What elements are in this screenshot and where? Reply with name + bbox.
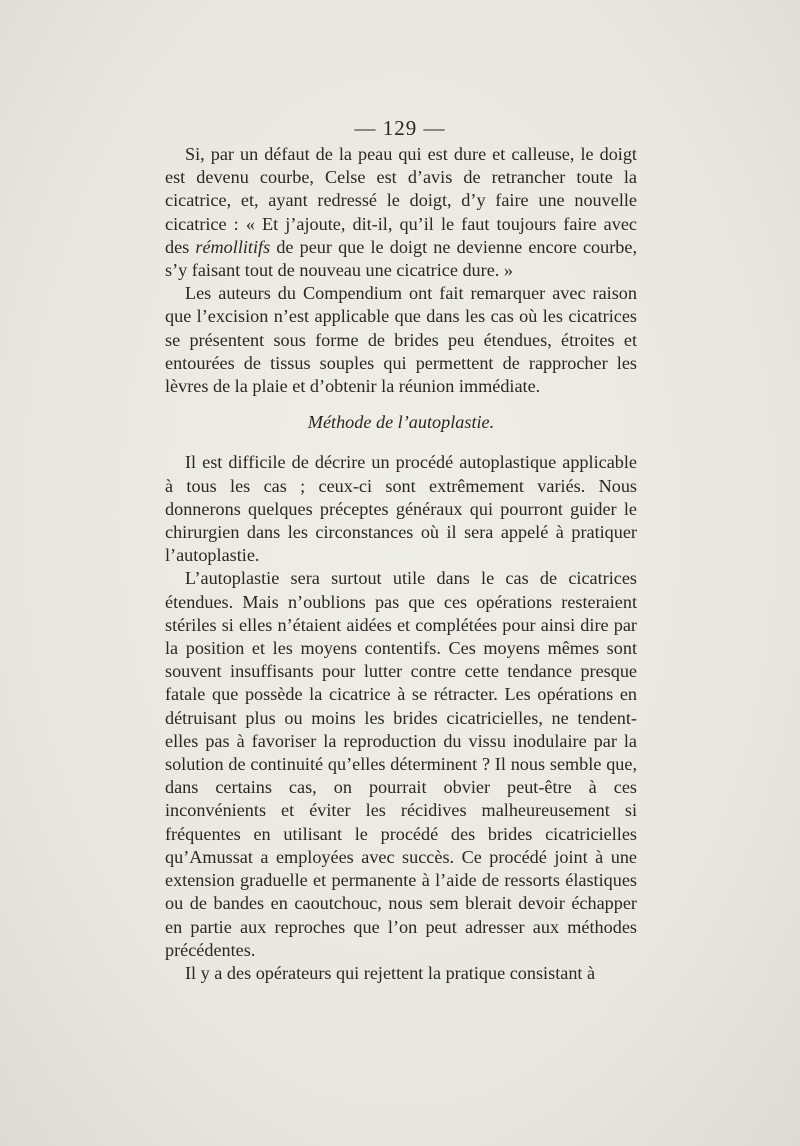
body-text: [165, 143, 637, 985]
section-heading: Méthode de l’autoplastie.: [307, 412, 495, 433]
paragraph-operateurs: Il y a des opérateurs qui rejettent la pratique consistant à: [185, 962, 596, 983]
paragraph-autoplastie: L’autoplastie sera surtout utile dans le cas de cicatrices étendues. Mais n’oublions pas que ces opérations resteraient stériles si elles n’étaient aidées et complétées pour ainsi dire par la position et les moyens contentifs. Ces moyens mêmes sont souvent insuffisants pour lutter contre cette tendance presque fatale que possède la cicatrice à se rétracter. Les opérations en détruisant plus ou moins les brides cicatricielles, ne tendent-elles pas à favoriser la reproduction du vissu inodulaire par la solution de continuité qu’elles déterminent ? Il nous semble que, dans certains cas, on pourrait obvier peut-être à ces inconvénients et éviter les récidives malheureusement si fréquentes en utilisant le procédé des brides cicatricielles qu’Amussat a employées avec succès. Ce procédé joint à une extension graduelle et permanente à l’aide de ressorts élastiques ou de bandes en caoutchouc, nous sem blerait devoir échapper en partie aux reproches que l’on peut adresser aux méthodes précédentes.: [165, 568, 637, 960]
paragraph-text: Les auteurs du Compendium ont fait remarquer avec raison que l’excision n’est applicable que dans les cas où les cicatrices se présentent sous forme de brides peu étendues, étroites et entourées de tissus souples qui permettent de rapprocher les lèvres de la plaie et d’obtenir la réunion immédiate.: [165, 283, 637, 397]
paragraph-text: de peur que le doigt ne devienne encore courbe, s’y faisant tout de nouveau une cicatrice dure. »: [165, 236, 637, 281]
paragraph-text: Si, par un défaut de la peau qui est dure et calleuse, le doigt est devenu courbe, Celse est d’avis de retrancher toute la cicatrice, et, ayant redressé le doigt, d’y faire une nouvelle cicatrice : « Et j’ajoute, dit-il, qu’il le faut toujours faire avec des: [165, 144, 637, 257]
paragraph-compendium: [165, 282, 637, 398]
italic-term: rémollitifs: [195, 236, 271, 257]
paragraph-celse: [165, 143, 637, 282]
paragraph-difficile: Il est difficile de décrire un procédé autoplastique applicable à tous les cas ; ceux-ci sont extrêmement variés. Nous donnerons quelques préceptes généraux qui pourront guider le chirurgien dans les circonstances où il sera appelé à pratiquer l’autoplastie.: [165, 452, 637, 566]
page-number: — 129 —: [354, 116, 446, 140]
